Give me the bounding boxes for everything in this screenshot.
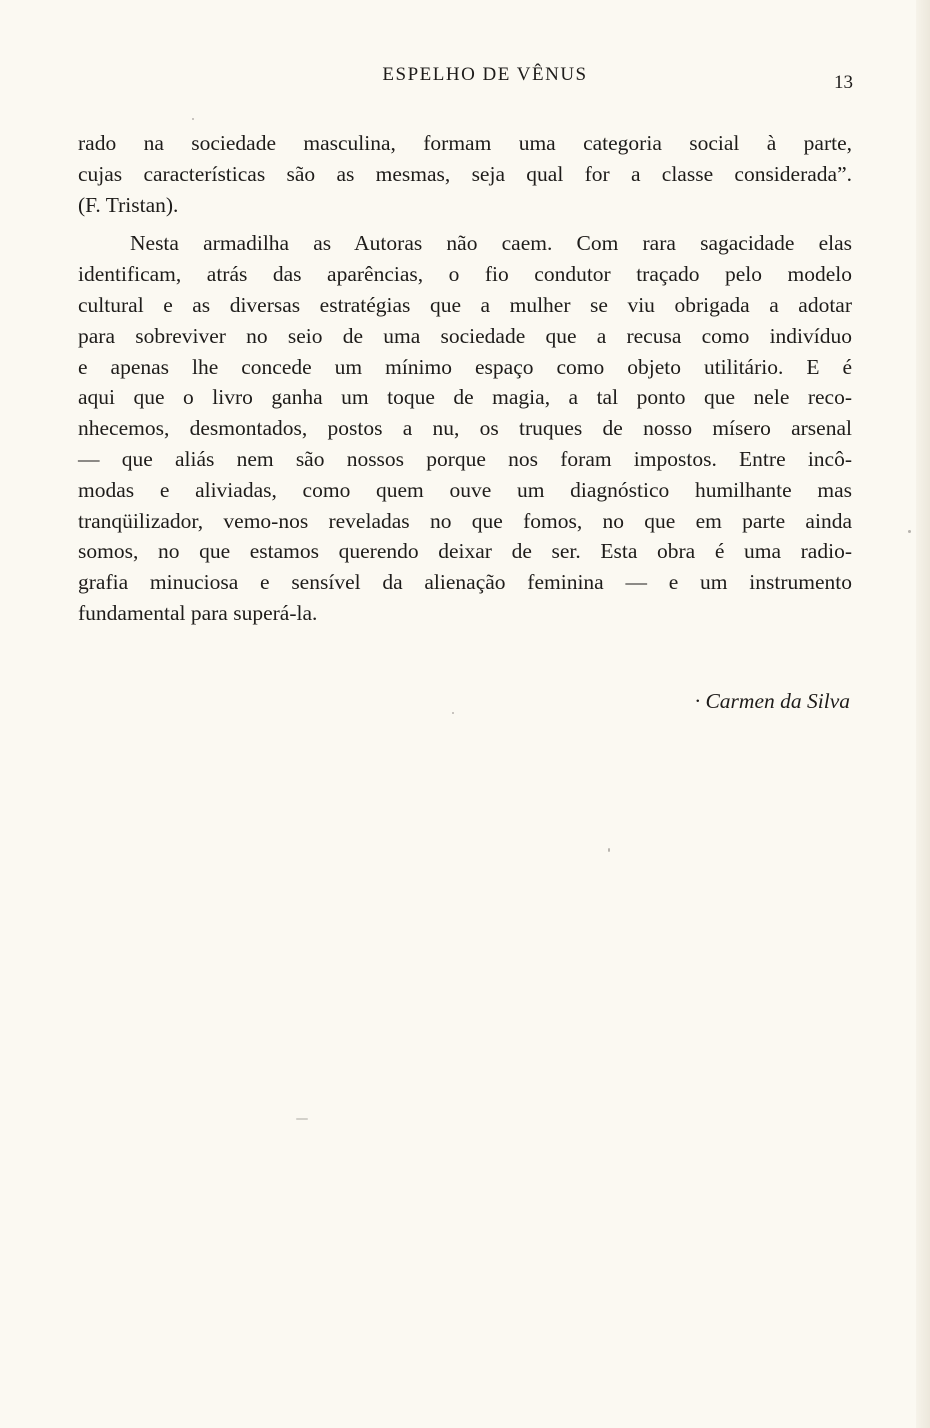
text-line: modas e aliviadas, como quem ouve um diagnóstico humilhante mas [78, 477, 852, 502]
text-line: somos, no que estamos querendo deixar de ser. Esta obra é uma radio- [78, 539, 852, 564]
text-line: (F. Tristan). [78, 192, 179, 217]
page-edge [916, 0, 930, 1428]
paper-speck [608, 848, 610, 852]
paper-speck [908, 530, 911, 533]
text-line: rado na sociedade masculina, formam uma categoria social à parte, [78, 131, 852, 155]
paragraph-gap [78, 220, 852, 228]
author-signature: · Carmen da Silva [694, 689, 850, 713]
running-head: ESPELHO DE VÊNUS [382, 64, 588, 85]
text-line: — que aliás nem são nossos porque nos foram impostos. Entre incô- [78, 446, 852, 471]
text-line: grafia minuciosa e sensível da alienação feminina — e um instrumento [78, 570, 852, 595]
paper-speck [452, 712, 454, 714]
text-line: cultural e as diversas estratégias que a mulher se viu obrigada a adotar [78, 292, 852, 317]
paragraph [78, 228, 852, 628]
text-line: para sobreviver no seio de uma sociedade que a recusa como indivíduo [78, 323, 852, 348]
text-line: e apenas lhe concede um mínimo espaço como objeto utilitário. E é [78, 354, 852, 379]
text-line: aqui que o livro ganha um toque de magia, a tal ponto que nele reco- [78, 385, 852, 410]
body-text [78, 128, 852, 629]
paragraph [78, 128, 852, 220]
text-line: nhecemos, desmontados, postos a nu, os truques de nosso mísero arsenal [78, 416, 852, 441]
text-line: fundamental para superá-la. [78, 600, 318, 625]
text-line: identificam, atrás das aparências, o fio condutor traçado pelo modelo [78, 262, 852, 287]
text-line: cujas características são as mesmas, seja qual for a classe considerada”. [78, 161, 852, 186]
text-line: tranqüilizador, vemo-nos reveladas no que fomos, no que em parte ainda [78, 508, 852, 533]
paper-speck [192, 118, 194, 120]
paper-speck [296, 1118, 308, 1120]
text-line: Nesta armadilha as Autoras não caem. Com rara sagacidade elas [130, 231, 852, 256]
page-number: 13 [834, 72, 853, 93]
